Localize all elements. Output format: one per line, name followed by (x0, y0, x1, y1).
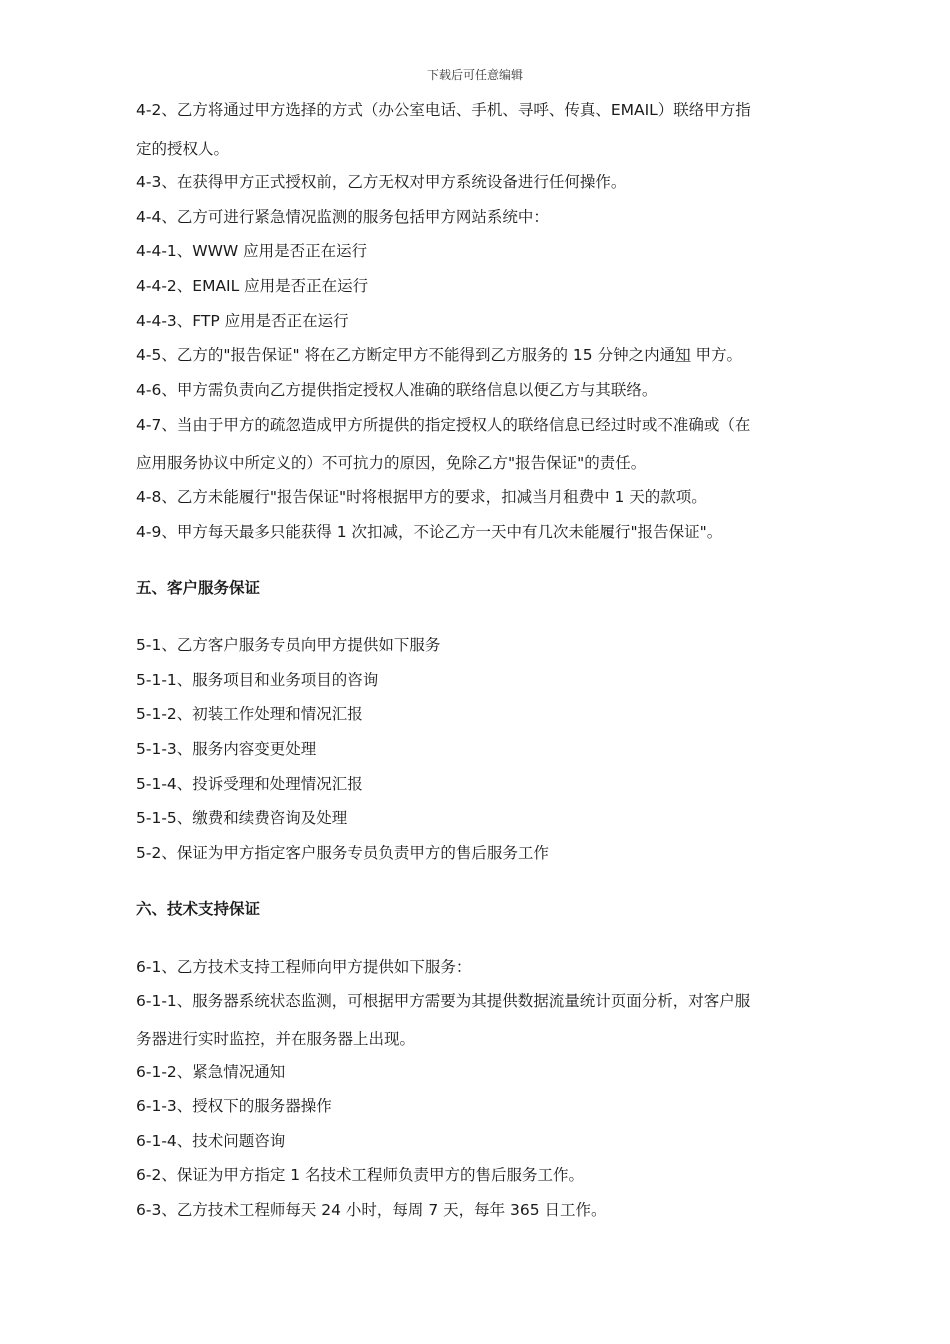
clause-4-5-tail: 甲方。 (690, 346, 743, 364)
clause-4-4: 4-4、乙方可进行紧急情况监测的服务包括甲方网站系统中： (136, 208, 549, 226)
clause-4-4-2: 4-4-2、EMAIL 应用是否正在运行 (136, 277, 369, 295)
clause-4-7-line-2: 应用服务协议中所定义的）不可抗力的原因，免除乙方"报告保证"的责任。 (136, 454, 647, 472)
clause-4-5-text: 4-5、乙方的"报告保证" 将在乙方断定甲方不能得到乙方服务的 15 分钟之内通 (136, 346, 676, 364)
clause-4-7-line-1: 4-7、当由于甲方的疏忽造成甲方所提供的指定授权人的联络信息已经过时或不准确或（在 (136, 416, 751, 434)
clause-6-1-3: 6-1-3、授权下的服务器操作 (136, 1097, 332, 1115)
clause-4-6: 4-6、甲方需负责向乙方提供指定授权人准确的联络信息以便乙方与其联络。 (136, 381, 658, 399)
clause-5-1-1: 5-1-1、服务项目和业务项目的咨询 (136, 671, 379, 689)
clause-4-4-3: 4-4-3、FTP 应用是否正在运行 (136, 312, 349, 330)
clause-4-4-1: 4-4-1、WWW 应用是否正在运行 (136, 242, 368, 260)
clause-4-2-line-1: 4-2、乙方将通过甲方选择的方式（办公室电话、手机、寻呼、传真、EMAIL）联络甲方指 (136, 101, 751, 119)
clause-6-1-4: 6-1-4、技术问题咨询 (136, 1132, 286, 1150)
section-6-heading: 六、技术支持保证 (136, 900, 261, 918)
clause-5-1: 5-1、乙方客户服务专员向甲方提供如下服务 (136, 636, 441, 654)
clause-6-1: 6-1、乙方技术支持工程师向甲方提供如下服务： (136, 958, 472, 976)
clause-6-3: 6-3、乙方技术工程师每天 24 小时，每周 7 天，每年 365 日工作。 (136, 1201, 607, 1219)
section-5-heading: 五、客户服务保证 (136, 579, 261, 597)
clause-6-1-1-line-2: 务器进行实时监控，并在服务器上出现。 (136, 1030, 416, 1048)
clause-5-1-4: 5-1-4、投诉受理和处理情况汇报 (136, 775, 363, 793)
clause-5-1-3: 5-1-3、服务内容变更处理 (136, 740, 317, 758)
clause-6-1-2: 6-1-2、紧急情况通知 (136, 1063, 286, 1081)
clause-6-1-1-line-1: 6-1-1、服务器系统状态监测，可根据甲方需要为其提供数据流量统计页面分析，对客户服 (136, 992, 751, 1010)
clause-5-1-5: 5-1-5、缴费和续费咨询及处理 (136, 809, 348, 827)
clause-4-3: 4-3、在获得甲方正式授权前，乙方无权对甲方系统设备进行任何操作。 (136, 173, 627, 191)
clause-5-2: 5-2、保证为甲方指定客户服务专员负责甲方的售后服务工作 (136, 844, 549, 862)
page-header: 下载后可任意编辑 (426, 68, 523, 82)
clause-6-2: 6-2、保证为甲方指定 1 名技术工程师负责甲方的售后服务工作。 (136, 1166, 585, 1184)
clause-4-5 (136, 345, 742, 365)
clause-4-5-underlined: 知 (675, 346, 691, 364)
clause-4-2-line-2: 定的授权人。 (136, 140, 230, 158)
clause-4-9: 4-9、甲方每天最多只能获得 1 次扣减，不论乙方一天中有几次未能履行"报告保证"。 (136, 523, 723, 541)
clause-5-1-2: 5-1-2、初装工作处理和情况汇报 (136, 705, 363, 723)
clause-4-8: 4-8、乙方未能履行"报告保证"时将根据甲方的要求，扣减当月租费中 1 天的款项。 (136, 488, 707, 506)
